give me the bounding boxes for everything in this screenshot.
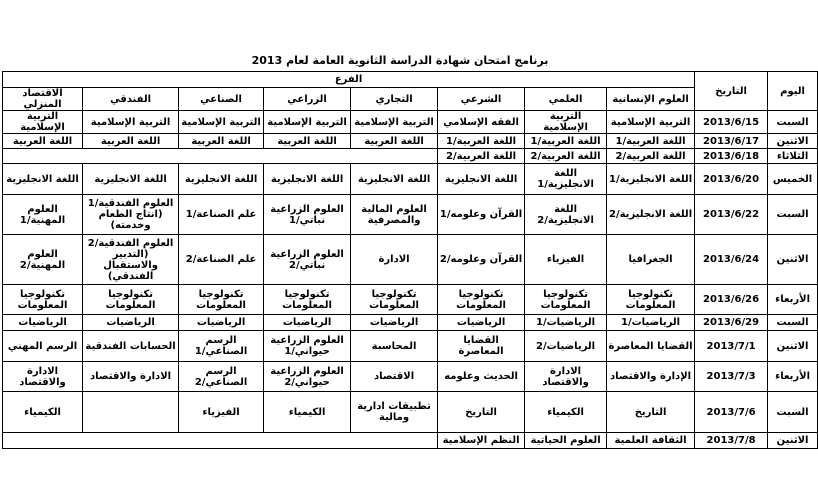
header-branch: الفرع: [3, 72, 695, 88]
table-row: [3, 134, 818, 149]
subject-cell: التربية الإسلامية: [525, 111, 607, 134]
subject-cell: الحديث وعلومه: [438, 362, 525, 392]
subject-cell: الرياضيات: [179, 315, 264, 331]
subject-cell: اللغة الانجليزية: [179, 164, 264, 195]
subject-cell: القضايا المعاصرة: [438, 331, 525, 362]
table-row: [3, 285, 818, 315]
table-row: [3, 331, 818, 362]
date-cell: 2013/6/15: [695, 111, 768, 134]
subject-cell: القضايا المعاصرة: [607, 331, 695, 362]
subject-cell: الرياضيات: [3, 315, 83, 331]
subject-cell: الاقتصاد: [351, 362, 438, 392]
subject-cell: الكيمياء: [525, 392, 607, 433]
subject-cell: التاريخ: [607, 392, 695, 433]
subject-cell: العلوم المالية والمصرفية: [351, 195, 438, 235]
day-cell: الاثنين: [768, 433, 818, 449]
exam-schedule-table: [2, 71, 818, 449]
date-cell: 2013/6/20: [695, 164, 768, 195]
subject-cell: العلوم الحياتية: [525, 433, 607, 449]
subject-cell: الفيزياء: [179, 392, 264, 433]
day-cell: الخميس: [768, 164, 818, 195]
subject-cell: الفيزياء: [525, 235, 607, 285]
date-cell: 2013/6/26: [695, 285, 768, 315]
date-cell: 2013/6/22: [695, 195, 768, 235]
header-date: التاريخ: [695, 72, 768, 111]
subject-cell: المحاسبة: [351, 331, 438, 362]
branch-header: الاقتصاد المنزلي: [3, 88, 83, 111]
table-row: [3, 362, 818, 392]
subject-cell: القرآن وعلومه/1: [438, 195, 525, 235]
subject-cell: اللغة العربية: [83, 134, 179, 149]
date-cell: 2013/6/18: [695, 149, 768, 164]
day-cell: السبت: [768, 111, 818, 134]
subject-cell: التاريخ: [438, 392, 525, 433]
empty-cell: [3, 149, 438, 164]
subject-cell: الحسابات الفندقية: [83, 331, 179, 362]
subject-cell: الفقه الإسلامي: [438, 111, 525, 134]
subject-cell: العلوم المهنية/2: [3, 235, 83, 285]
subject-cell: اللغة الانجليزية/2: [607, 195, 695, 235]
subject-cell: اللغة العربية/1: [607, 134, 695, 149]
subject-cell: اللغة العربية/1: [438, 134, 525, 149]
table-row: [3, 235, 818, 285]
subject-cell: [83, 392, 179, 433]
subject-cell: تكنولوجيا المعلومات: [438, 285, 525, 315]
subject-cell: اللغة الانجليزية: [264, 164, 351, 195]
day-cell: الاثنين: [768, 331, 818, 362]
subject-cell: تكنولوجيا المعلومات: [525, 285, 607, 315]
page-title: برنامج امتحان شهادة الدراسة الثانوية العامة لعام 2013: [251, 54, 549, 67]
subject-cell: اللغة العربية: [264, 134, 351, 149]
subject-cell: اللغة العربية: [179, 134, 264, 149]
subject-cell: الجغرافيا: [607, 235, 695, 285]
subject-cell: الرياضيات: [438, 315, 525, 331]
subject-cell: تكنولوجيا المعلومات: [351, 285, 438, 315]
header-day: اليوم: [768, 72, 818, 111]
date-cell: 2013/6/17: [695, 134, 768, 149]
day-cell: الأربعاء: [768, 285, 818, 315]
subject-cell: العلوم الفندقية/2 (التدبير والاستقبال الفندقي): [83, 235, 179, 285]
subject-cell: اللغة الانجليزية/2: [525, 195, 607, 235]
table-row: [3, 111, 818, 134]
day-cell: الاثنين: [768, 235, 818, 285]
subject-cell: تكنولوجيا المعلومات: [264, 285, 351, 315]
subject-cell: الثقافة العلمية: [607, 433, 695, 449]
subject-cell: التربية الإسلامية: [351, 111, 438, 134]
subject-cell: الادارة والاقتصاد: [525, 362, 607, 392]
subject-cell: اللغة الانجليزية: [351, 164, 438, 195]
subject-cell: الادارة والاقتصاد: [3, 362, 83, 392]
subject-cell: الرياضيات: [264, 315, 351, 331]
branch-header: الفندقي: [83, 88, 179, 111]
subject-cell: العلوم الفندقية/1 (انتاج الطعام وخدمته): [83, 195, 179, 235]
subject-cell: اللغة الانجليزية/1: [607, 164, 695, 195]
subject-cell: الرسم المهني: [3, 331, 83, 362]
subject-cell: اللغة العربية/1: [525, 134, 607, 149]
subject-cell: اللغة العربية: [3, 134, 83, 149]
subject-cell: التربية الإسلامية: [179, 111, 264, 134]
table-row: [3, 195, 818, 235]
subject-cell: اللغة الانجليزية: [3, 164, 83, 195]
subject-cell: الرياضيات: [351, 315, 438, 331]
day-cell: السبت: [768, 315, 818, 331]
subject-cell: الإدارة والاقتصاد: [607, 362, 695, 392]
subject-cell: القرآن وعلومه/2: [438, 235, 525, 285]
subject-cell: اللغة العربية/2: [438, 149, 525, 164]
header-row: [3, 72, 818, 88]
subject-cell: النظم الإسلامية: [438, 433, 525, 449]
subject-cell: الادارة: [351, 235, 438, 285]
day-cell: السبت: [768, 392, 818, 433]
empty-cell: [3, 433, 438, 449]
subject-cell: علم الصناعة/2: [179, 235, 264, 285]
subject-cell: الادارة والاقتصاد: [83, 362, 179, 392]
subject-cell: تطبيقات ادارية ومالية: [351, 392, 438, 433]
subject-cell: التربية الإسلامية: [607, 111, 695, 134]
date-cell: 2013/7/3: [695, 362, 768, 392]
subject-cell: الرسم الصناعي/1: [179, 331, 264, 362]
branch-header: العلوم الإنسانية: [607, 88, 695, 111]
subject-cell: الكيمياء: [3, 392, 83, 433]
subject-cell: اللغة العربية: [351, 134, 438, 149]
subject-cell: تكنولوجيا المعلومات: [607, 285, 695, 315]
branch-header: العلمي: [525, 88, 607, 111]
branch-header: الزراعي: [264, 88, 351, 111]
day-cell: السبت: [768, 195, 818, 235]
branch-header: التجاري: [351, 88, 438, 111]
subject-cell: الرياضيات/1: [607, 315, 695, 331]
subject-cell: اللغة العربية/2: [607, 149, 695, 164]
date-cell: 2013/7/6: [695, 392, 768, 433]
subject-cell: اللغة الانجليزية: [438, 164, 525, 195]
subject-cell: تكنولوجيا المعلومات: [179, 285, 264, 315]
subject-cell: التربية الإسلامية: [264, 111, 351, 134]
subject-cell: الكيمياء: [264, 392, 351, 433]
day-cell: الثلاثاء: [768, 149, 818, 164]
subject-cell: العلوم الزراعية حيواني/2: [264, 362, 351, 392]
subject-cell: العلوم الزراعية نباتي/2: [264, 235, 351, 285]
day-cell: الاثنين: [768, 134, 818, 149]
subject-cell: تكنولوجيا المعلومات: [3, 285, 83, 315]
date-cell: 2013/7/8: [695, 433, 768, 449]
subject-cell: اللغة الانجليزية/1: [525, 164, 607, 195]
subject-cell: اللغة العربية/2: [525, 149, 607, 164]
subject-cell: الرياضيات/1: [525, 315, 607, 331]
subject-cell: العلوم الزراعية نباتي/1: [264, 195, 351, 235]
table-row: [3, 433, 818, 449]
table-row: [3, 164, 818, 195]
day-cell: الأربعاء: [768, 362, 818, 392]
subject-cell: تكنولوجيا المعلومات: [83, 285, 179, 315]
subject-cell: الرياضيات: [83, 315, 179, 331]
date-cell: 2013/7/1: [695, 331, 768, 362]
subject-cell: التربية الإسلامية: [83, 111, 179, 134]
branch-header: الصناعي: [179, 88, 264, 111]
subject-cell: اللغة الانجليزية: [83, 164, 179, 195]
table-row: [3, 149, 818, 164]
date-cell: 2013/6/29: [695, 315, 768, 331]
date-cell: 2013/6/24: [695, 235, 768, 285]
subject-cell: العلوم المهنية/1: [3, 195, 83, 235]
subject-cell: الرسم الصناعي/2: [179, 362, 264, 392]
subject-cell: العلوم الزراعية حيواني/1: [264, 331, 351, 362]
table-row: [3, 315, 818, 331]
table-row: [3, 392, 818, 433]
branch-header: الشرعي: [438, 88, 525, 111]
subject-cell: علم الصناعة/1: [179, 195, 264, 235]
subject-cell: الرياضيات/2: [525, 331, 607, 362]
subject-cell: التربية الإسلامية: [3, 111, 83, 134]
